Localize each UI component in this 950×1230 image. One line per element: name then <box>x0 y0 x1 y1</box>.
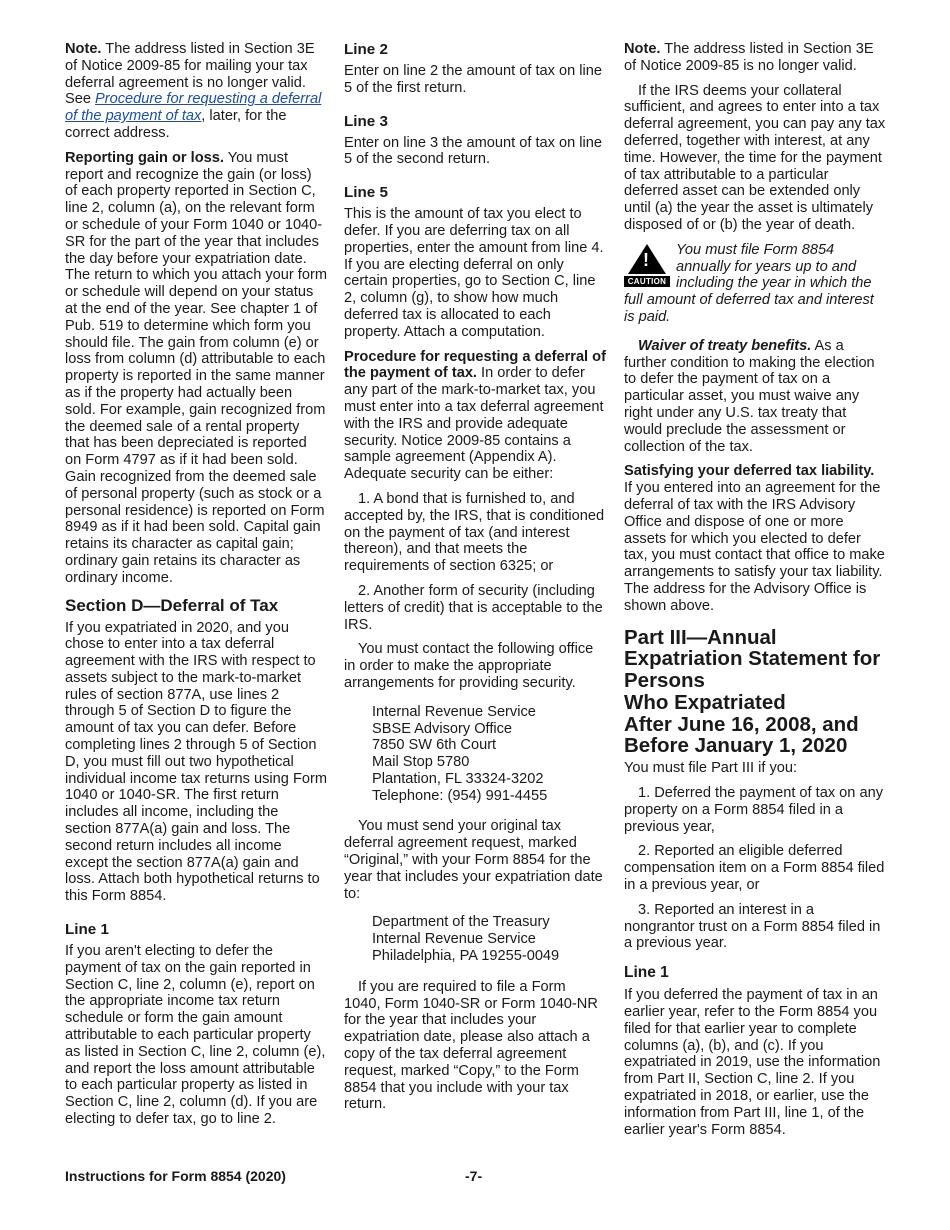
reporting-label: Reporting gain or loss. <box>65 149 224 166</box>
line2-heading: Line 2 <box>344 41 388 58</box>
footer-form-title: Instructions for Form 8854 (2020) <box>65 1168 286 1184</box>
caution-text: You must file Form 8854 annually for years up to and including the year in which the full amount of deferred tax and interest is paid. <box>624 241 874 325</box>
procedure-paragraph <box>344 349 606 483</box>
heading-line: Before January 1, 2020 <box>624 734 848 758</box>
send-text: You must send your original tax deferral agreement request, marked “Original,” with your Form 8854 for the year that includes your expatriation date to: <box>344 818 603 902</box>
part3-line1-text: If you deferred the payment of tax in an earlier year, refer to the Form 8854 you filed for that earlier year to complete columns (a), (b), and (c). If you expatriated in 2019, use the information from Part II, Section C, line 2. If you expatriated in 2018, or earlier, use the information from Part III, line 1, of the earlier year's Form 8854. <box>624 987 881 1138</box>
section-d-heading: Section D—Deferral of Tax <box>65 595 279 615</box>
line3-heading: Line 3 <box>344 112 388 130</box>
security-item-2: 2. Another form of security (including letters of credit) that is acceptable to the IRS. <box>344 582 603 633</box>
note-label: Note. <box>65 41 102 57</box>
security-item-1: 1. A bond that is furnished to, and accepted by, the IRS, that is conditioned on the payment of tax (and interest thereon), and that meets the requirements of section 6325; or <box>344 490 605 575</box>
note-paragraph <box>65 41 327 142</box>
satisfying-text: If you entered into an agreement for the deferral of tax with the IRS Advisory Office and dispose of one or more assets for which you elected to defer tax, you must contact that office to make arrangements to satisfy your tax liability. The address for the Advisory Office is shown above. <box>624 480 885 614</box>
heading-line: After June 16, 2008, and <box>624 712 859 736</box>
address-line: SBSE Advisory Office <box>372 720 513 737</box>
part3-heading <box>624 627 886 758</box>
address-line: Plantation, FL 33324-3202 <box>372 770 544 787</box>
note-text: The address listed in Section 3E of Notice 2009-85 is no longer valid. <box>624 41 874 74</box>
heading-line: Persons <box>624 669 705 693</box>
procedure-link[interactable]: Procedure for requesting a deferral of the payment of tax <box>65 91 322 125</box>
line1-text: If you aren't electing to defer the payment of tax on the gain reported in Section C, line 2, column (e), report on the appropriate income tax return schedule or form the gain amount attributable to each particular property as listed in Section C, line 2, column (e), and report the loss amount attributable to each particular property as listed in Section C, line 2, column (d). If you are electing to defer tax, go to line 2. <box>65 943 326 1128</box>
must-file-text: You must file Part III if you: <box>624 760 798 777</box>
note-label: Note. <box>624 41 661 57</box>
page-number: -7- <box>465 1168 483 1184</box>
part3-item-1: 1. Deferred the payment of tax on any property on a Form 8854 filed in a previous year, <box>624 785 883 835</box>
address-line: Internal Revenue Service <box>372 703 536 720</box>
section-d-text: If you expatriated in 2020, and you chose to enter into a tax deferral agreement with the IRS with respect to assets subject to the mark-to-market rules of section 877A, use lines 2 through 5 of Section D to figure the amount of tax you can defer. Before completing lines 2 through 5 of Section D, you must fill out two hypothetical individual income tax returns using Form 1040 or 1040-SR. The first return includes all income, including the section 877A(a) gain and loss. The second return includes all income except the section 877A(a) gain and loss. Attach both hypothetical returns to this Form 8854. <box>65 619 327 905</box>
waiver-label: Waiver of treaty benefits. <box>638 337 812 354</box>
note-text: The address listed in Section 3E of Notice 2009-85 for mailing your tax deferral agreement is no longer valid. See <box>65 41 315 108</box>
satisfying-label: Satisfying your deferred tax liability. <box>624 463 875 480</box>
advisory-office-address <box>372 704 606 805</box>
note-tail: , later, for the correct address. <box>65 108 287 141</box>
column-1 <box>65 41 327 1136</box>
address-line: Mail Stop 5780 <box>372 754 470 771</box>
heading-line: Part III—Annual <box>624 625 777 649</box>
heading-line: Who Expatriated <box>624 690 786 714</box>
line5-heading: Line 5 <box>344 184 388 202</box>
caution-icon: ! CAUTION <box>624 244 670 288</box>
address-line: 7850 SW 6th Court <box>372 737 497 754</box>
caution-box <box>624 242 886 326</box>
line3-text: Enter on line 3 the amount of tax on line 5 of the second return. <box>344 134 602 168</box>
part3-item-3: 3. Reported an interest in a nongrantor trust on a Form 8854 filed in a previous year. <box>624 901 881 952</box>
waiver-text: As a further condition to making the election to defer the payment of tax on a particular asset, you must waive any right under any U.S. tax treaty that would preclude the assessment or collection of the tax. <box>624 337 875 455</box>
address-line: Department of the Treasury <box>372 914 550 931</box>
part3-item-2: 2. Reported an eligible deferred compensation item on a Form 8854 filed in a previous year, or <box>624 843 885 894</box>
line2-text: Enter on line 2 the amount of tax on line 5 of the first return. <box>344 63 602 96</box>
line1-heading: Line 1 <box>65 921 109 939</box>
column-3 <box>624 41 886 1146</box>
address-line: Philadelphia, PA 19255-0049 <box>372 948 560 965</box>
contact-text: You must contact the following office in order to make the appropriate arrangements for providing security. <box>344 641 594 691</box>
part3-line1-heading: Line 1 <box>624 964 669 982</box>
address-line: Telephone: (954) 991-4455 <box>372 787 548 804</box>
reporting-text: You must report and recognize the gain (or loss) of each property reported in Section C, line 2, column (a), on the relevant form or schedule of your Form 1040 or 1040-SR for the part of the year that includes the day before your expatriation date. The return to which you attach your form or schedule will depend on your status at the end of the year. See chapter 1 of Pub. 519 to determine which form you should file. The gain from column (e) or loss from column (d) attributable to each property is reported in the same manner as if the property had actually been sold. For example, gain recognized from the deemed sale of a rental property that has been depreciated is reported on Form 4797 as if it had been sold. Gain recognized from the deemed sale of personal property (such as stock or a personal residence) is reported on Form 8949 as if it had been sold. Capital gain retains its character as capital gain; ordinary gain retains its character as ordinary income. <box>65 149 327 586</box>
line5-text: This is the amount of tax you elect to defer. If you are deferring tax on all properties, enter the amount from line 4. If you are electing deferral on only certain properties, go to Section C, line 2, column (g), to show how much deferred tax is allocated to each property. Attach a computation. <box>344 206 604 340</box>
reporting-paragraph <box>65 150 327 587</box>
caution-icon-label: CAUTION <box>624 276 670 287</box>
column-2 <box>344 41 606 1121</box>
procedure-label: Procedure for requesting a deferral of the payment of tax. <box>344 348 606 382</box>
irs-collateral-text: If the IRS deems your collateral sufficient, and agrees to enter into a tax deferral agreement, you can pay any tax deferred, together with interest, at any time. However, the time for the payment of tax attributable to a particular deferred asset can be extended only until (a) the year the asset is ultimately disposed of or (b) the year of death. <box>624 82 886 233</box>
procedure-text: In order to defer any part of the mark-to-market tax, you must enter into a tax deferral agreement with the IRS and provide adequate security. Notice 2009-85 contains a sample agreement (Appendix A). Adequate security can be either: <box>344 365 604 483</box>
waiver-paragraph <box>624 338 886 456</box>
note-paragraph-2 <box>624 41 886 75</box>
copy-text: If you are required to file a Form 1040, Form 1040-SR or Form 1040-NR for the year that includes your expatriation date, please also attach a copy of the tax deferral agreement request, marked “Copy,” to the Form 8854 that you include with your tax return. <box>344 978 598 1113</box>
treasury-address <box>372 914 606 964</box>
address-line: Internal Revenue Service <box>372 931 536 948</box>
satisfying-paragraph <box>624 463 886 614</box>
heading-line: Expatriation Statement for <box>624 647 881 671</box>
